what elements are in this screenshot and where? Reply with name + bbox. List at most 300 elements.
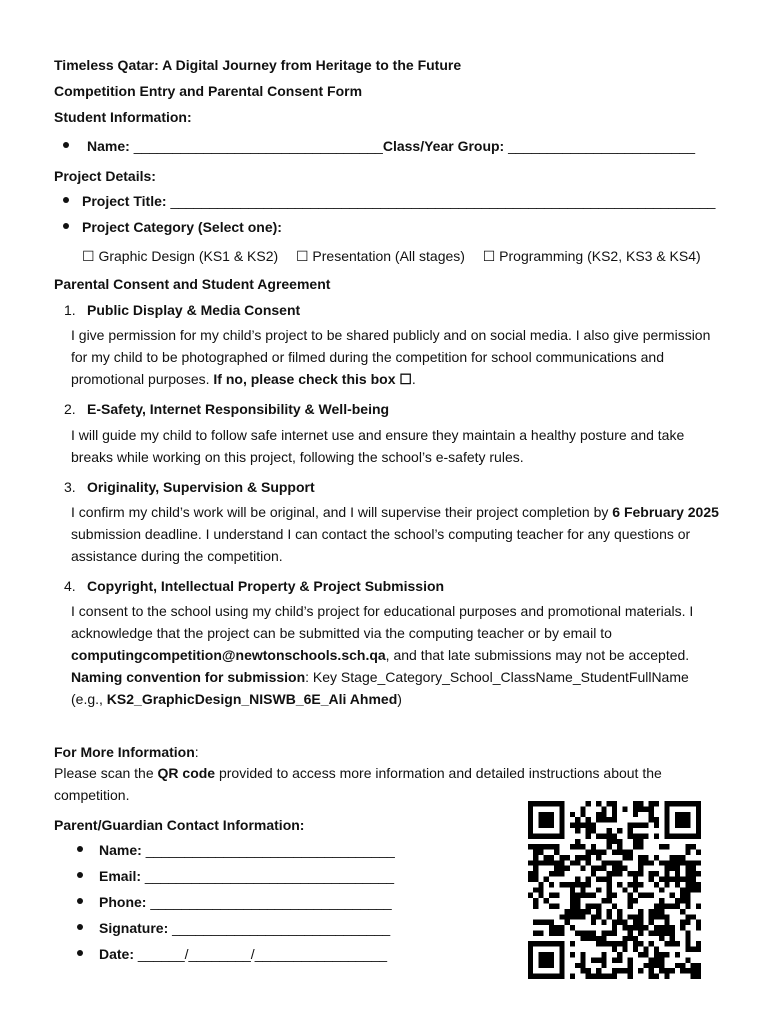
qr-module	[570, 844, 575, 849]
qr-module	[685, 893, 690, 898]
qr-module	[675, 866, 680, 871]
qr-module	[607, 871, 612, 876]
qr-module	[675, 963, 680, 968]
qr-module	[559, 882, 564, 887]
qr-module	[549, 941, 554, 946]
qr-module	[617, 941, 622, 946]
qr-module	[654, 974, 659, 979]
qr-module	[607, 914, 612, 919]
qr-module	[633, 833, 638, 838]
qr-module	[570, 903, 575, 908]
qr-module	[575, 828, 580, 833]
qr-module	[559, 812, 564, 817]
qr-module	[680, 898, 685, 903]
qr-module	[685, 812, 690, 817]
qr-module	[607, 817, 612, 822]
qr-module	[675, 903, 680, 908]
qr-module	[544, 877, 549, 882]
qr-module	[643, 823, 648, 828]
qr-module	[664, 903, 669, 908]
qr-module	[586, 936, 591, 941]
qr-module	[533, 887, 538, 892]
qr-module	[528, 806, 533, 811]
qr-module	[617, 871, 622, 876]
qr-module	[696, 947, 701, 952]
qr-module	[544, 855, 549, 860]
qr-module	[654, 952, 659, 957]
qr-module	[670, 936, 675, 941]
qr-module	[685, 850, 690, 855]
qr-module	[628, 855, 633, 860]
qr-module	[591, 871, 596, 876]
qr-module	[559, 963, 564, 968]
qr-module	[659, 968, 664, 973]
qr-module	[528, 893, 533, 898]
qr-module	[601, 812, 606, 817]
bullet-icon	[77, 924, 83, 930]
qr-module	[696, 812, 701, 817]
qr-module	[638, 882, 643, 887]
submission-deadline: 6 February 2025	[612, 504, 719, 520]
class-year-field[interactable]: ________________________	[508, 138, 695, 154]
qr-module	[638, 968, 643, 973]
qr-module	[649, 817, 654, 822]
qr-module	[675, 823, 680, 828]
qr-module	[696, 882, 701, 887]
consent-item-2-number: 2.	[64, 401, 76, 417]
qr-module	[622, 941, 627, 946]
qr-module	[559, 828, 564, 833]
qr-module	[612, 801, 617, 806]
consent-item-2-text: I will guide my child to follow safe internet use and ensure they maintain a healthy posture and take breaks while working on this project, following the school’s e-safety rules.	[71, 427, 685, 465]
qr-module	[575, 882, 580, 887]
qr-module	[696, 963, 701, 968]
option-presentation[interactable]: ☐ Presentation (All stages)	[295, 248, 465, 264]
qr-module	[607, 828, 612, 833]
qr-module	[664, 920, 669, 925]
qr-module	[549, 833, 554, 838]
qr-module	[601, 920, 606, 925]
qr-module	[628, 833, 633, 838]
qr-module	[559, 801, 564, 806]
qr-module	[570, 882, 575, 887]
qr-module	[533, 801, 538, 806]
qr-module	[601, 806, 606, 811]
qr-module	[659, 903, 664, 908]
qr-module	[528, 823, 533, 828]
qr-module	[601, 833, 606, 838]
qr-module	[533, 920, 538, 925]
qr-module	[538, 860, 543, 865]
qr-module	[554, 871, 559, 876]
qr-module	[596, 866, 601, 871]
qr-module	[612, 866, 617, 871]
qr-module	[549, 860, 554, 865]
qr-module	[691, 833, 696, 838]
qr-module	[691, 866, 696, 871]
consent-item-3-number: 3.	[64, 479, 76, 495]
qr-module	[633, 871, 638, 876]
qr-module	[591, 903, 596, 908]
qr-module	[580, 855, 585, 860]
qr-module	[685, 866, 690, 871]
qr-module	[528, 952, 533, 957]
qr-module	[528, 957, 533, 962]
qr-module	[538, 941, 543, 946]
qr-module	[570, 860, 575, 865]
guardian-heading: Parent/Guardian Contact Information:	[54, 817, 305, 833]
qr-module	[565, 866, 570, 871]
qr-module	[580, 806, 585, 811]
qr-module	[664, 833, 669, 838]
qr-module	[601, 974, 606, 979]
qr-module	[696, 903, 701, 908]
qr-module	[685, 882, 690, 887]
qr-module	[670, 968, 675, 973]
qr-module	[612, 957, 617, 962]
qr-module	[643, 833, 648, 838]
qr-module	[691, 860, 696, 865]
qr-module	[591, 914, 596, 919]
consent-item-3-text: I confirm my child’s work will be original, and I will supervise their project completion by 6 February 2025 submission deadline. I understand I can contact the school’s computing teacher for any questions or assistance during the competition.	[71, 504, 719, 564]
qr-module	[691, 877, 696, 882]
qr-module	[664, 930, 669, 935]
competition-email-link[interactable]: computingcompetition@newtonschools.sch.qa	[71, 647, 386, 663]
qr-module	[628, 914, 633, 919]
qr-module	[528, 844, 533, 849]
qr-module	[528, 817, 533, 822]
qr-module	[538, 974, 543, 979]
more-info-heading: For More Information	[54, 744, 195, 760]
qr-module	[654, 947, 659, 952]
project-title-row	[82, 192, 715, 210]
qr-module	[680, 909, 685, 914]
qr-module	[538, 801, 543, 806]
qr-module	[549, 823, 554, 828]
qr-module	[680, 963, 685, 968]
qr-module	[628, 850, 633, 855]
qr-module	[638, 871, 643, 876]
qr-module	[685, 887, 690, 892]
qr-module	[696, 823, 701, 828]
qr-module	[649, 974, 654, 979]
consent-item-1-title: Public Display & Media Consent	[87, 302, 301, 318]
guardian-field-input[interactable]: ________________________________	[144, 868, 395, 884]
student-name-field[interactable]: ________________________________	[133, 138, 383, 154]
qr-module	[570, 893, 575, 898]
qr-module	[601, 957, 606, 962]
qr-module	[538, 952, 543, 957]
qr-module	[601, 877, 606, 882]
qr-module	[528, 801, 533, 806]
qr-module	[580, 957, 585, 962]
qr-module	[533, 903, 538, 908]
qr-module	[633, 806, 638, 811]
qr-module	[691, 914, 696, 919]
qr-module	[575, 898, 580, 903]
qr-module	[649, 968, 654, 973]
qr-module	[538, 957, 543, 962]
qr-module	[596, 936, 601, 941]
qr-module	[607, 844, 612, 849]
qr-module	[586, 903, 591, 908]
option-programming[interactable]: ☐ Programming (KS2, KS3 & KS4)	[482, 248, 701, 264]
qr-module	[664, 806, 669, 811]
qr-module	[670, 860, 675, 865]
qr-module	[607, 882, 612, 887]
qr-module	[638, 952, 643, 957]
option-graphic-design[interactable]: ☐ Graphic Design (KS1 & KS2)	[82, 248, 279, 264]
class-year-label: Class/Year Group:	[382, 138, 505, 154]
qr-module	[638, 806, 643, 811]
qr-module	[601, 860, 606, 865]
qr-module	[654, 871, 659, 876]
qr-module	[586, 909, 591, 914]
qr-module	[544, 833, 549, 838]
qr-module	[607, 839, 612, 844]
qr-module	[654, 914, 659, 919]
qr-module	[654, 925, 659, 930]
qr-module	[628, 828, 633, 833]
qr-module	[691, 844, 696, 849]
qr-module	[559, 914, 564, 919]
qr-module	[601, 866, 606, 871]
qr-module	[591, 974, 596, 979]
qr-module	[680, 801, 685, 806]
qr-module	[633, 887, 638, 892]
qr-module	[691, 801, 696, 806]
qr-module	[685, 903, 690, 908]
qr-module	[654, 817, 659, 822]
qr-module	[559, 833, 564, 838]
qr-module	[696, 974, 701, 979]
qr-module	[654, 833, 659, 838]
qr-module	[533, 844, 538, 849]
qr-module	[538, 850, 543, 855]
qr-module	[575, 903, 580, 908]
qr-module	[680, 968, 685, 973]
qr-module	[544, 801, 549, 806]
qr-module	[685, 801, 690, 806]
qr-module	[622, 925, 627, 930]
qr-module	[622, 947, 627, 952]
qr-module	[575, 817, 580, 822]
qr-module	[591, 936, 596, 941]
guardian-field-input[interactable]: ____________________________	[172, 920, 391, 936]
qr-module	[659, 914, 664, 919]
qr-module	[680, 925, 685, 930]
qr-module	[696, 801, 701, 806]
qr-module	[675, 833, 680, 838]
qr-module	[617, 844, 622, 849]
qr-module	[680, 817, 685, 822]
qr-module	[696, 871, 701, 876]
qr-module	[544, 817, 549, 822]
consent-item-4-text: I consent to the school using my child’s project for educational purposes and promotional materials. I acknowledge that the project can be submitted via the computing teacher or by email to computingcompetition@newtonschools.sch.qa, and that late submissions may not be accepted. Naming convention for submission: Key Stage_Category_School_ClassName_StudentFullName (e.g., KS2_GraphicDesign_NISWB_6E_Ali Ahmed)	[71, 603, 694, 707]
qr-module	[580, 887, 585, 892]
qr-module	[580, 936, 585, 941]
qr-module	[554, 801, 559, 806]
qr-module	[549, 844, 554, 849]
qr-module	[554, 941, 559, 946]
naming-convention-label: Naming convention for submission	[71, 669, 306, 685]
qr-module	[565, 882, 570, 887]
qr-module	[675, 801, 680, 806]
qr-module	[549, 930, 554, 935]
qr-module	[586, 855, 591, 860]
consent-heading: Parental Consent and Student Agreement	[54, 276, 331, 292]
qr-module	[643, 855, 648, 860]
qr-module	[586, 817, 591, 822]
qr-module	[575, 909, 580, 914]
qr-module	[580, 952, 585, 957]
qr-module	[664, 925, 669, 930]
qr-module	[670, 930, 675, 935]
qr-module	[575, 855, 580, 860]
qr-module	[659, 887, 664, 892]
guardian-field-label: Email:	[99, 868, 142, 884]
guardian-field-row	[99, 867, 394, 885]
guardian-field-input[interactable]: ________________________________	[145, 842, 395, 858]
qr-module	[659, 930, 664, 935]
qr-module	[544, 823, 549, 828]
qr-module	[628, 925, 633, 930]
qr-module	[664, 817, 669, 822]
qr-module	[570, 812, 575, 817]
media-optout-checkbox[interactable]: If no, please check this box ☐	[213, 371, 412, 387]
qr-module	[596, 941, 601, 946]
qr-module	[601, 817, 606, 822]
qr-module	[612, 925, 617, 930]
qr-module	[554, 866, 559, 871]
qr-module	[633, 920, 638, 925]
qr-module	[685, 968, 690, 973]
qr-module	[570, 909, 575, 914]
qr-module	[685, 957, 690, 962]
qr-module	[654, 823, 659, 828]
qr-module	[559, 974, 564, 979]
qr-module	[612, 833, 617, 838]
qr-module	[654, 882, 659, 887]
project-title-field[interactable]: ______________________________________________________________________	[170, 193, 716, 209]
qr-module	[601, 898, 606, 903]
qr-module	[643, 947, 648, 952]
qr-module	[549, 974, 554, 979]
qr-module	[633, 823, 638, 828]
qr-module	[586, 850, 591, 855]
qr-module	[685, 877, 690, 882]
qr-module	[696, 920, 701, 925]
qr-module	[607, 909, 612, 914]
qr-module	[596, 957, 601, 962]
qr-module	[633, 801, 638, 806]
qr-module	[607, 860, 612, 865]
qr-module	[591, 920, 596, 925]
qr-module	[607, 887, 612, 892]
qr-module	[691, 871, 696, 876]
qr-module	[638, 920, 643, 925]
bullet-icon	[77, 950, 83, 956]
qr-module	[675, 812, 680, 817]
guardian-field-input[interactable]: _______________________________	[150, 894, 392, 910]
qr-module	[538, 817, 543, 822]
qr-module	[654, 855, 659, 860]
qr-module	[559, 941, 564, 946]
qr-module	[670, 801, 675, 806]
qr-module	[538, 887, 543, 892]
qr-module	[570, 887, 575, 892]
qr-module	[633, 882, 638, 887]
qr-module	[559, 930, 564, 935]
qr-module	[549, 882, 554, 887]
qr-module	[607, 877, 612, 882]
consent-item-3-title: Originality, Supervision & Support	[87, 479, 315, 495]
qr-module	[544, 963, 549, 968]
qr-module	[649, 860, 654, 865]
qr-module	[538, 833, 543, 838]
qr-module	[617, 957, 622, 962]
qr-module	[612, 817, 617, 822]
qr-code-icon[interactable]	[528, 801, 701, 979]
qr-module	[633, 844, 638, 849]
qr-module	[528, 828, 533, 833]
qr-module	[575, 930, 580, 935]
qr-module	[633, 936, 638, 941]
qr-module	[554, 893, 559, 898]
qr-module	[659, 877, 664, 882]
qr-module	[649, 877, 654, 882]
qr-module	[580, 914, 585, 919]
guardian-field-input[interactable]: ______/________/_________________	[137, 946, 388, 962]
qr-module	[544, 957, 549, 962]
qr-module	[649, 871, 654, 876]
qr-module	[533, 850, 538, 855]
qr-module	[586, 877, 591, 882]
qr-module	[654, 909, 659, 914]
qr-module	[685, 936, 690, 941]
qr-module	[575, 877, 580, 882]
qr-module	[580, 844, 585, 849]
qr-module	[696, 860, 701, 865]
qr-module	[643, 925, 648, 930]
qr-module	[559, 952, 564, 957]
qr-module	[586, 968, 591, 973]
qr-module	[664, 914, 669, 919]
qr-module	[559, 957, 564, 962]
qr-module	[628, 871, 633, 876]
qr-module	[654, 963, 659, 968]
qr-module	[622, 855, 627, 860]
qr-module	[643, 860, 648, 865]
qr-module	[628, 823, 633, 828]
project-category-label: Project Category (Select one):	[82, 219, 282, 235]
qr-module	[696, 887, 701, 892]
qr-module	[549, 812, 554, 817]
qr-module	[575, 963, 580, 968]
qr-module	[612, 941, 617, 946]
qr-module	[638, 893, 643, 898]
qr-module	[628, 957, 633, 962]
qr-module	[601, 952, 606, 957]
naming-example: KS2_GraphicDesign_NISWB_6E_Ali Ahmed	[106, 691, 398, 707]
qr-module	[649, 957, 654, 962]
qr-module	[549, 952, 554, 957]
qr-module	[696, 817, 701, 822]
qr-module	[638, 866, 643, 871]
consent-item-2-title: E-Safety, Internet Responsibility & Well-being	[87, 401, 390, 417]
qr-module	[638, 823, 643, 828]
qr-module	[607, 801, 612, 806]
